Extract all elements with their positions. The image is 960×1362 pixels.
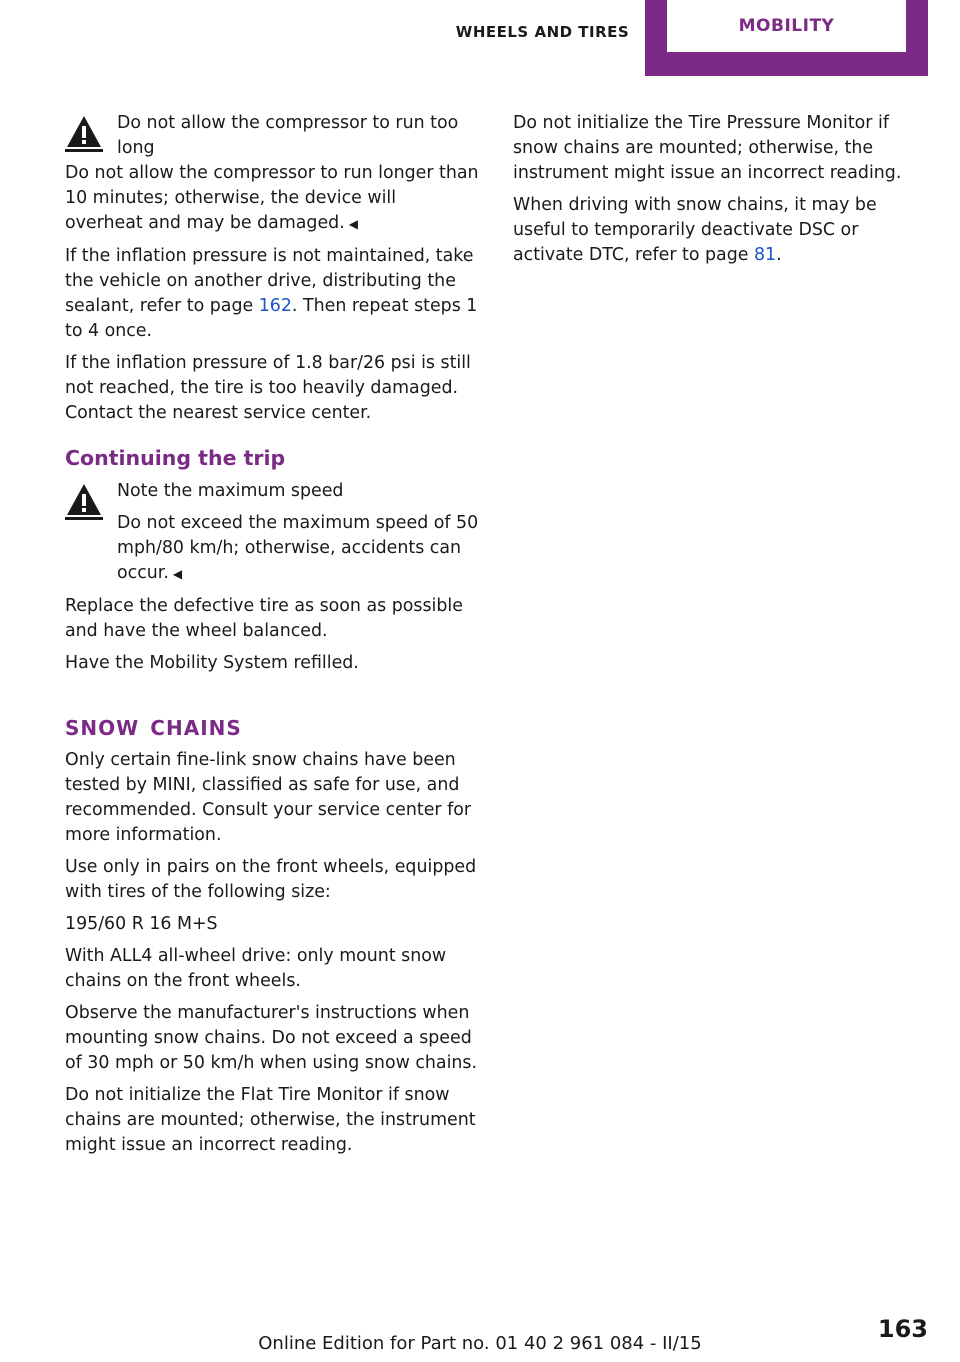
warning-body: Do not exceed the maximum speed of 50 mph/80 km/h; otherwise, accidents can occur. ◀	[117, 513, 479, 583]
paragraph: When driving with snow chains, it may be useful to temporarily deactivate DSC or activate DTC, refer to page 81.	[513, 195, 877, 265]
warning-title: Do not allow the compressor to run too long	[117, 113, 459, 158]
warning-block	[65, 479, 479, 587]
end-mark: ◀	[172, 567, 183, 581]
paragraph: With ALL4 all-wheel drive: only mount snow chains on the front wheels.	[65, 946, 447, 991]
header-section-title: WHEELS AND TIRES	[455, 23, 630, 41]
paragraph: Have the Mobility System refilled.	[65, 653, 359, 673]
warning-triangle-icon	[65, 482, 103, 520]
paragraph: Replace the defective tire as soon as possible and have the wheel balanced.	[65, 596, 463, 641]
paragraph: Observe the manufacturer's instructions when mounting snow chains. Do not exceed a speed of 30 mph or 50 km/h when using snow chains.	[65, 1003, 478, 1073]
page-link-81[interactable]: 81	[753, 245, 777, 265]
paragraph: Use only in pairs on the front wheels, equipped with tires of the following size:	[65, 857, 477, 902]
header-chapter-tab	[645, 0, 928, 76]
warning-block	[65, 111, 479, 237]
warning-title: Note the maximum speed	[117, 481, 344, 501]
subheading-continuing-trip: Continuing the trip	[65, 446, 286, 470]
section-heading-snow-chains: snow chains	[65, 708, 242, 742]
paragraph: Do not initialize the Tire Pressure Monitor if snow chains are mounted; otherwise, the instrument might issue an incorrect reading.	[513, 113, 902, 183]
header-chapter-label: MOBILITY	[667, 0, 906, 52]
warning-triangle-icon	[65, 114, 103, 152]
paragraph: Do not initialize the Flat Tire Monitor if snow chains are mounted; otherwise, the instrument might issue an incorrect reading.	[65, 1085, 476, 1155]
warning-body: Do not allow the compressor to run longer than 10 minutes; otherwise, the device will overheat and may be damaged. ◀	[65, 163, 479, 233]
end-mark: ◀	[348, 217, 358, 231]
paragraph: Only certain fine-link snow chains have been tested by MINI, classified as safe for use, and recommended. Consult your service center for more information.	[65, 750, 472, 845]
page-number: 163	[877, 1315, 928, 1343]
left-column	[65, 111, 479, 1165]
tire-size: 195/60 R 16 M+S	[65, 914, 218, 934]
right-column	[513, 111, 915, 275]
page-link-162[interactable]: 162	[258, 296, 292, 316]
paragraph: If the inflation pressure of 1.8 bar/26 psi is still not reached, the tire is too heavily damaged. Contact the nearest service center.	[65, 353, 471, 423]
footer-edition: Online Edition for Part no. 01 40 2 961 084 - II/15	[258, 1333, 702, 1354]
paragraph: If the inflation pressure is not maintained, take the vehicle on another drive, distributing the sealant, refer to page 162. Then repeat steps 1 to 4 once.	[65, 246, 478, 341]
